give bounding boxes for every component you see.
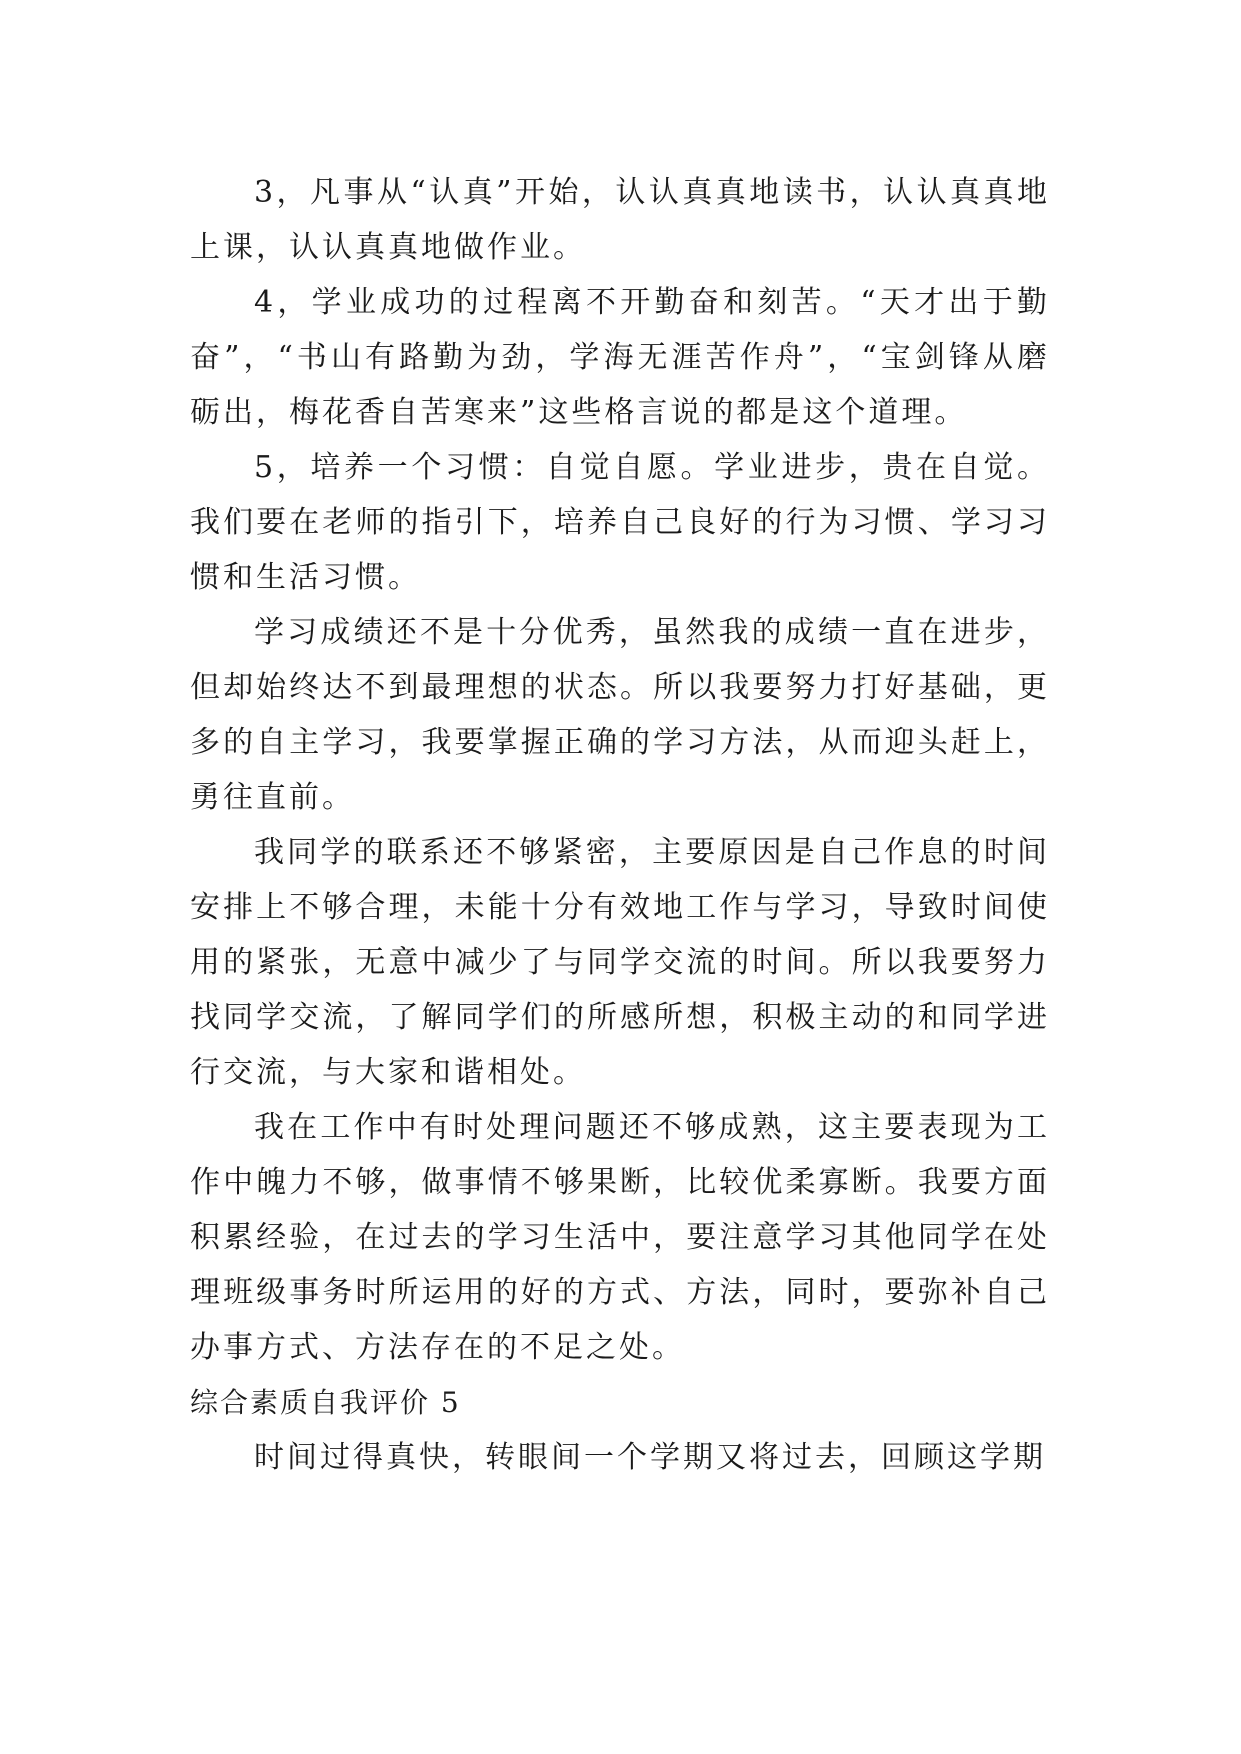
paragraph-item-4: 4，学业成功的过程离不开勤奋和刻苦。“天才出于勤奋”，“书山有路勤为劲，学海无涯苦作舟”，“宝剑锋从磨砺出，梅花香自苦寒来”这些格言说的都是这个道理。 — [190, 285, 1050, 430]
section-heading: 综合素质自我评价 5 — [190, 1386, 461, 1419]
paragraph-study-results: 学习成绩还不是十分优秀，虽然我的成绩一直在进步，但却始终达不到最理想的状态。所以我要努力打好基础，更多的自主学习，我要掌握正确的学习方法，从而迎头赶上，勇往直前。 — [190, 615, 1050, 815]
paragraph-intro: 时间过得真快，转眼间一个学期又将过去，回顾这学期 — [254, 1440, 1046, 1475]
paragraph-work: 我在工作中有时处理问题还不够成熟，这主要表现为工作中魄力不够，做事情不够果断，比较优柔寡断。我要方面积累经验，在过去的学习生活中，要注意学习其他同学在处理班级事务时所运用的好的方式、方法，同时，要弥补自己办事方式、方法存在的不足之处。 — [190, 1110, 1050, 1365]
paragraph-classmates: 我同学的联系还不够紧密，主要原因是自己作息的时间安排上不够合理，未能十分有效地工作与学习，导致时间使用的紧张，无意中减少了与同学交流的时间。所以我要努力找同学交流，了解同学们的所感所想，积极主动的和同学进行交流，与大家和谐相处。 — [190, 835, 1050, 1090]
paragraph-item-5: 5，培养一个习惯：自觉自愿。学业进步，贵在自觉。我们要在老师的指引下，培养自己良好的行为习惯、学习习惯和生活习惯。 — [190, 450, 1050, 595]
paragraph-item-3: 3，凡事从“认真”开始，认认真真地读书，认认真真地上课，认认真真地做作业。 — [190, 175, 1050, 265]
document-body — [190, 165, 1050, 1485]
